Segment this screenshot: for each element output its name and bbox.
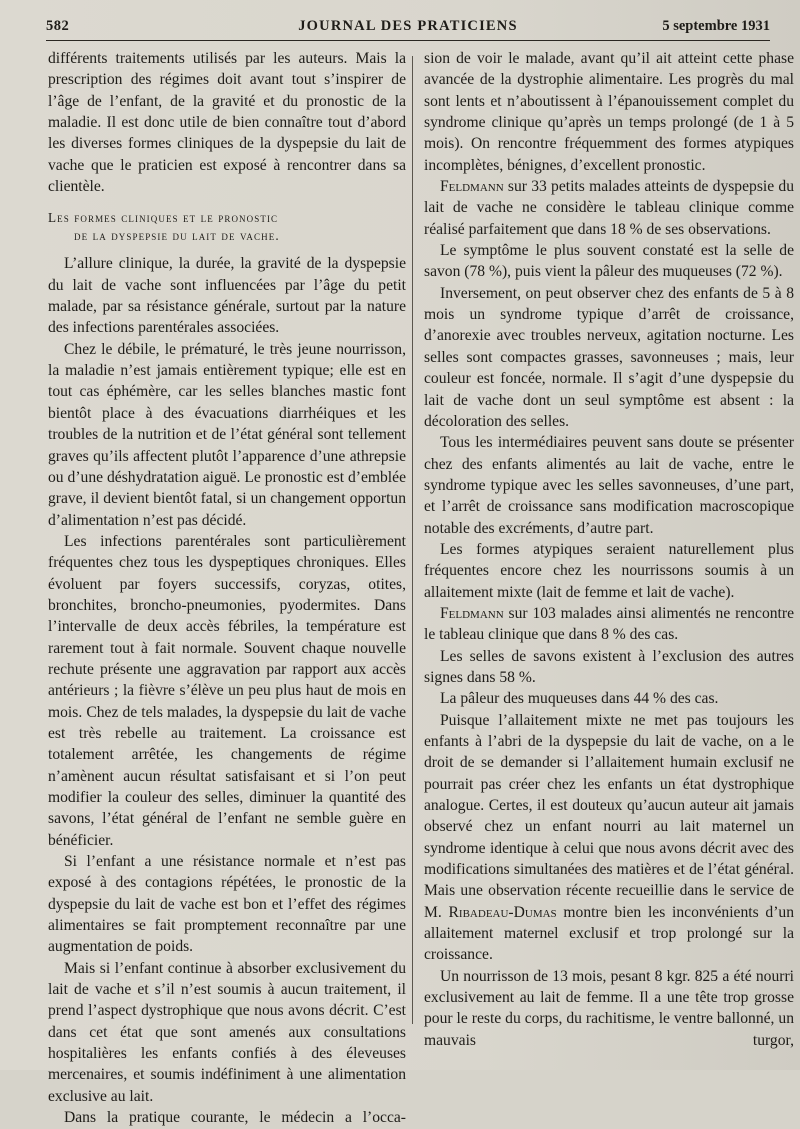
paragraph: Les formes atypiques seraient naturellement plus fréquentes encore chez les nourrissons soumis à un allaitement mixte (lait de femme et lait de vache).	[424, 540, 794, 601]
paragraph: différents traitements utilisés par les auteurs. Mais la prescription des régimes doit avant tout s’inspirer de l’âge de l’enfant, de la gravité et du pronostic de la maladie. Il est donc utile de bien connaître tout d’abord les diverses formes cliniques de la dyspepsie du lait de vache que le praticien est exposé à rencontrer dans sa clientèle.	[48, 50, 406, 196]
right-column	[424, 48, 794, 1070]
paragraph-text: Puisque l’allaitement mixte ne met pas toujours les enfants à l’abri de la dyspepsie du lait de vache, on a le droit de se demander si l’allaitement humain exclusif ne pourrait pas créer chez les enfants un état dystrophique analogue. Certes, il est douteux qu’aucun auteur ait jamais observé chez un enfant nourri au lait maternel un syndrome identique à celui que nous avons décrit avec des modifications simultanées des matières et de l’état général. Mais une observation récente recueillie dans le service de M.	[424, 711, 794, 921]
paragraph: Chez le débile, le prématuré, le très jeune nourrisson, la maladie n’est jamais entièrement typique; elle est en tout cas éphémère, car les selles blanches mastic font bientôt place à des évacuations diarrhéiques et les troubles de la nutrition et de l’état général sont tellement graves qu’ils affectent plutôt l’apparence d’une athrepsie ou d’une déshydratation aiguë. Le pronostic est d’emblée grave, il devient bientôt fatal, si un changement opportun d’alimentation n’est pas décidé.	[48, 340, 406, 529]
paragraph: L’allure clinique, la durée, la gravité de la dyspepsie du lait de vache sont influencées par l’âge du petit malade, par sa résistance générale, surtout par la nature des infections parentérales associées.	[48, 255, 406, 337]
paragraph: Les selles de savons existent à l’exclusion des autres signes dans 58 %.	[424, 647, 794, 686]
page-number: 582	[46, 18, 70, 34]
paragraph: sion de voir le malade, avant qu’il ait atteint cette phase avancée de la dystrophie alimentaire. Les progrès du mal sont lents et n’aboutissent à l’épanouissement complet du syndrome clinique qu’après un temps prolongé (de 1 à 5 mois). On rencontre fréquemment des formes atypiques incomplètes, bénignes, d’excellent pronostic.	[424, 50, 794, 174]
column-divider	[412, 56, 413, 1024]
paragraph-text: montre bien les inconvénients d’un allaitement maternel exclusif et trop prolongé sur la croissance.	[424, 903, 794, 964]
left-column	[48, 48, 406, 1127]
paragraph: Le symptôme le plus souvent constaté est la selle de savon (78 %), puis vient la pâleur des muqueuses (72 %).	[424, 242, 794, 281]
paragraph: Un nourrisson de 13 mois, pesant 8 kgr. 825 a été nourri exclusivement au lait de femme. Il a une tête trop grosse pour le reste du corps, du rachitisme, le ventre ballonné, un mauvais turgor,	[424, 967, 794, 1049]
running-header	[46, 14, 770, 41]
paragraph	[424, 710, 794, 966]
author-name: Ribadeau-Dumas	[448, 903, 557, 921]
paragraph: La pâleur des muqueuses dans 44 % des cas.	[440, 690, 719, 708]
author-name: Feldmann	[440, 178, 504, 196]
section-heading	[48, 209, 406, 245]
paragraph-text: sur 33 petits malades atteints de dyspepsie du lait de vache ne considère le tableau clinique comme réalisé parfaitement que dans 18 % de ses observations.	[424, 178, 794, 238]
section-heading-line: Les formes cliniques et le pronostic	[48, 210, 279, 226]
paragraph: Tous les intermédiaires peuvent sans doute se présenter chez des enfants alimentés au lait de vache, entre le syndrome typique avec les selles savonneuses, d’une part, et l’arrêt de croissance sans modification macroscopique notable des excréments, d’autre part.	[424, 434, 794, 537]
paragraph	[424, 603, 794, 646]
author-name: Feldmann	[440, 604, 504, 622]
paragraph: Si l’enfant a une résistance normale et n’est pas exposé à des contagions répétées, le pronostic de la dyspepsie du lait de vache est bon et l’effet des régimes alimentaires se fait promptement reconnaître par une augmentation de poids.	[48, 853, 406, 956]
paragraph	[424, 176, 794, 240]
paragraph-text: sur 103 malades ainsi alimentés ne rencontre le tableau clinique que dans 8 % des cas.	[424, 604, 794, 644]
paragraph: Mais si l’enfant continue à absorber exclusivement du lait de vache et s’il n’est soumis à aucun traitement, il prend l’aspect dystrophique que nous avons décrit. C’est dans cet état que sont amenés aux consultations hospitalières les enfants confiés à des éleveuses mercenaires, et soumis indéfiniment à une alimentation exclusive au lait.	[48, 959, 406, 1105]
paragraph: Les infections parentérales sont particulièrement fréquentes chez tous les dyspeptiques chroniques. Elles évoluent par foyers successifs, coryzas, otites, bronchites, broncho-pneumonies, pyodermites. Dans l’intervalle de deux accès fébriles, la température est rarement tout à fait normale. Souvent chaque nouvelle rechute présente une aggravation par rapport aux accès antérieurs ; la fièvre s’élève un peu plus haut de mois en mois. Chez de tels malades, la dyspepsie du lait de vache est très rebelle au traitement. La croissance est totalement arrêtée, les changements de régime n’amènent aucun résultat satisfaisant et si l’on peut modifier la couleur des selles, diminuer la quantité des savons, l’état général de l’enfant ne semble guère en bénéficier.	[48, 532, 406, 849]
paragraph: Dans la pratique courante, le médecin a l’occa-	[64, 1109, 406, 1127]
paragraph: Inversement, on peut observer chez des enfants de 5 à 8 mois un syndrome typique d’arrêt de croissance, d’anorexie avec troubles nerveux, agitation nocturne. Les selles sont compactes grasses, savonneuses ; mais, leur couleur est foncée, normale. Il s’agit d’une dyspepsie du lait de vache dont un seul symptôme est absent : la décoloration des selles.	[424, 284, 794, 430]
section-heading-line: de la dyspepsie du lait de vache.	[74, 228, 280, 244]
issue-date: 5 septembre 1931	[662, 18, 770, 34]
journal-title: JOURNAL DES PRATICIENS	[298, 18, 518, 34]
